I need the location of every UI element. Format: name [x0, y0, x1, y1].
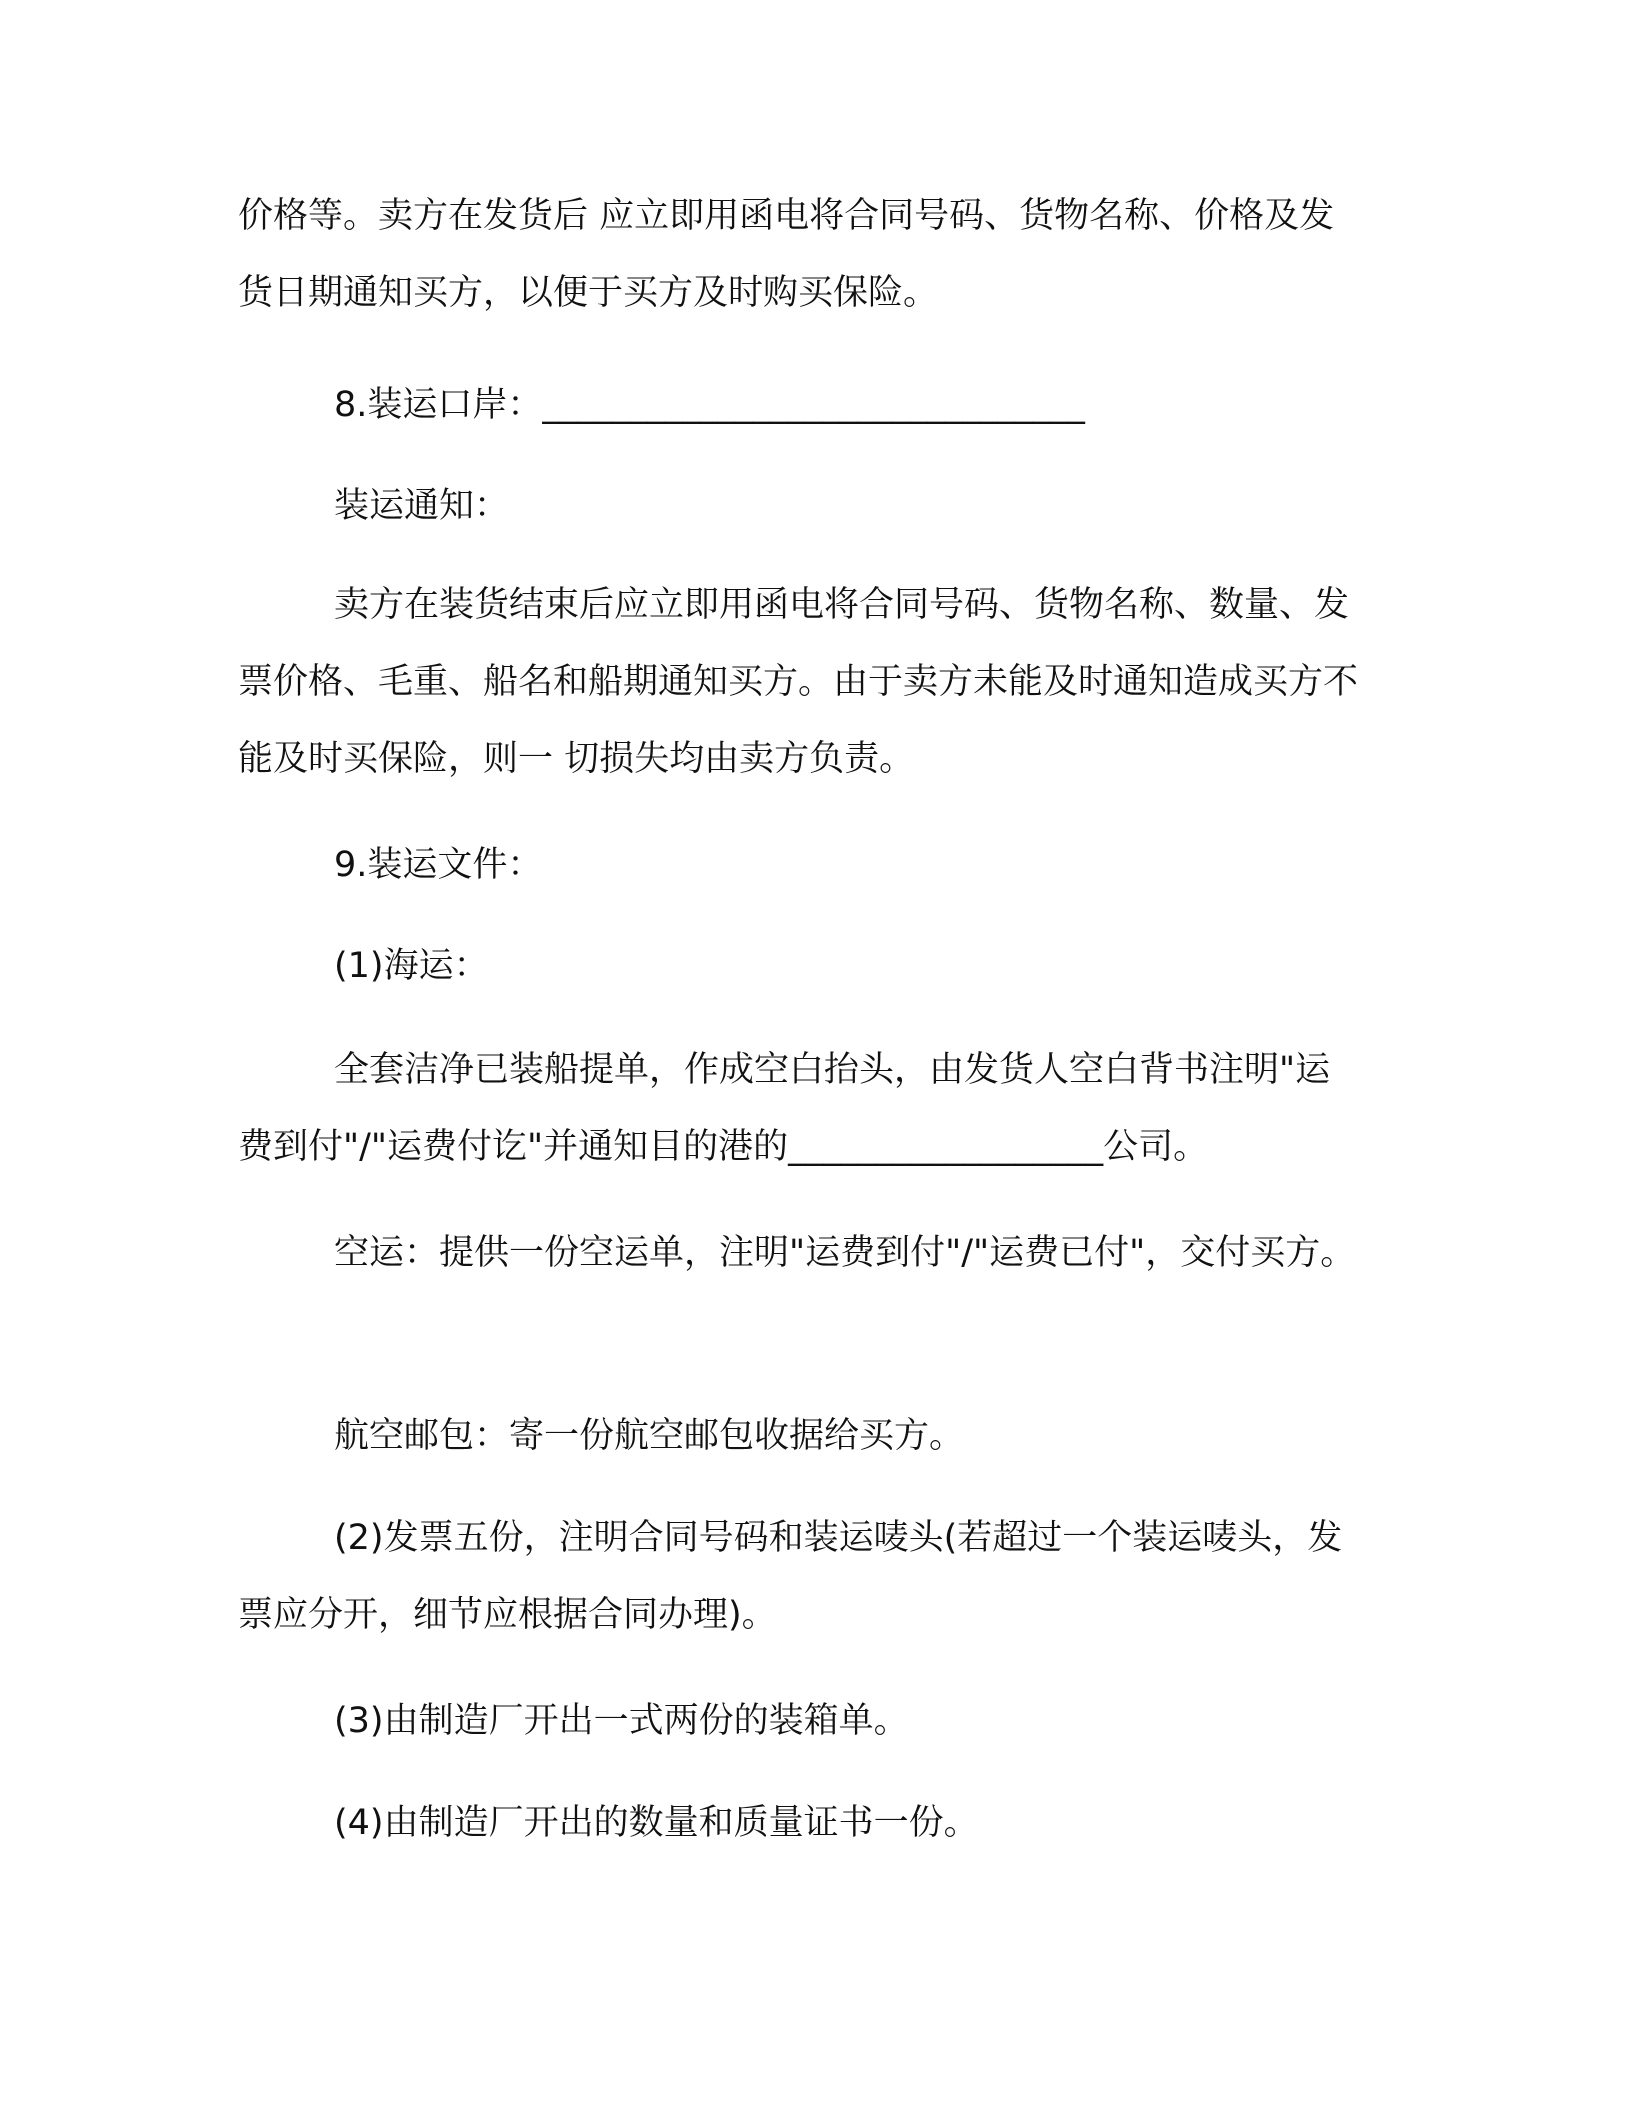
paragraph-shipping-advice-heading: 装运通知： — [334, 486, 510, 526]
paragraph-shipping-advice-body: 卖方在装货结束后应立即用函电将合同号码、货物名称、数量、发票价格、毛重、船名和船期通知买方。由于卖方未能及时通知造成买方不能及时买保险，则一 切损失均由卖方负责。 — [238, 585, 1359, 779]
paragraph-shipping-documents-heading: 9.装运文件： — [334, 845, 543, 885]
paragraph-air-parcel-post: 航空邮包：寄一份航空邮包收据给买方。 — [334, 1416, 965, 1456]
paragraph-air-transport: 空运：提供一份空运单，注明"运费到付"/"运费已付"，交付买方。 — [334, 1233, 1356, 1273]
paragraph-invoice: (2)发票五份，注明合同号码和装运唛头(若超过一个装运唛头，发票应分开，细节应根据合同办理)。 — [238, 1518, 1343, 1635]
paragraph-packing-list: (3)由制造厂开出一式两份的装箱单。 — [334, 1701, 909, 1741]
paragraph-quality-certificate: (4)由制造厂开出的数量和质量证书一份。 — [334, 1803, 979, 1843]
paragraph-shipment-notice-continuation: 价格等。卖方在发货后 应立即用函电将合同号码、货物名称、价格及发货日期通知买方，以便于买方及时购买保险。 — [238, 196, 1335, 313]
paragraph-bill-of-lading: 全套洁净已装船提单，作成空白抬头，由发货人空白背书注明"运费到付"/"运费付讫"并通知目的港的__________________公司。 — [238, 1050, 1331, 1167]
paragraph-port-of-loading: 8.装运口岸：_______________________________ — [334, 385, 1085, 425]
paragraph-ocean-transport: (1)海运： — [334, 946, 489, 986]
